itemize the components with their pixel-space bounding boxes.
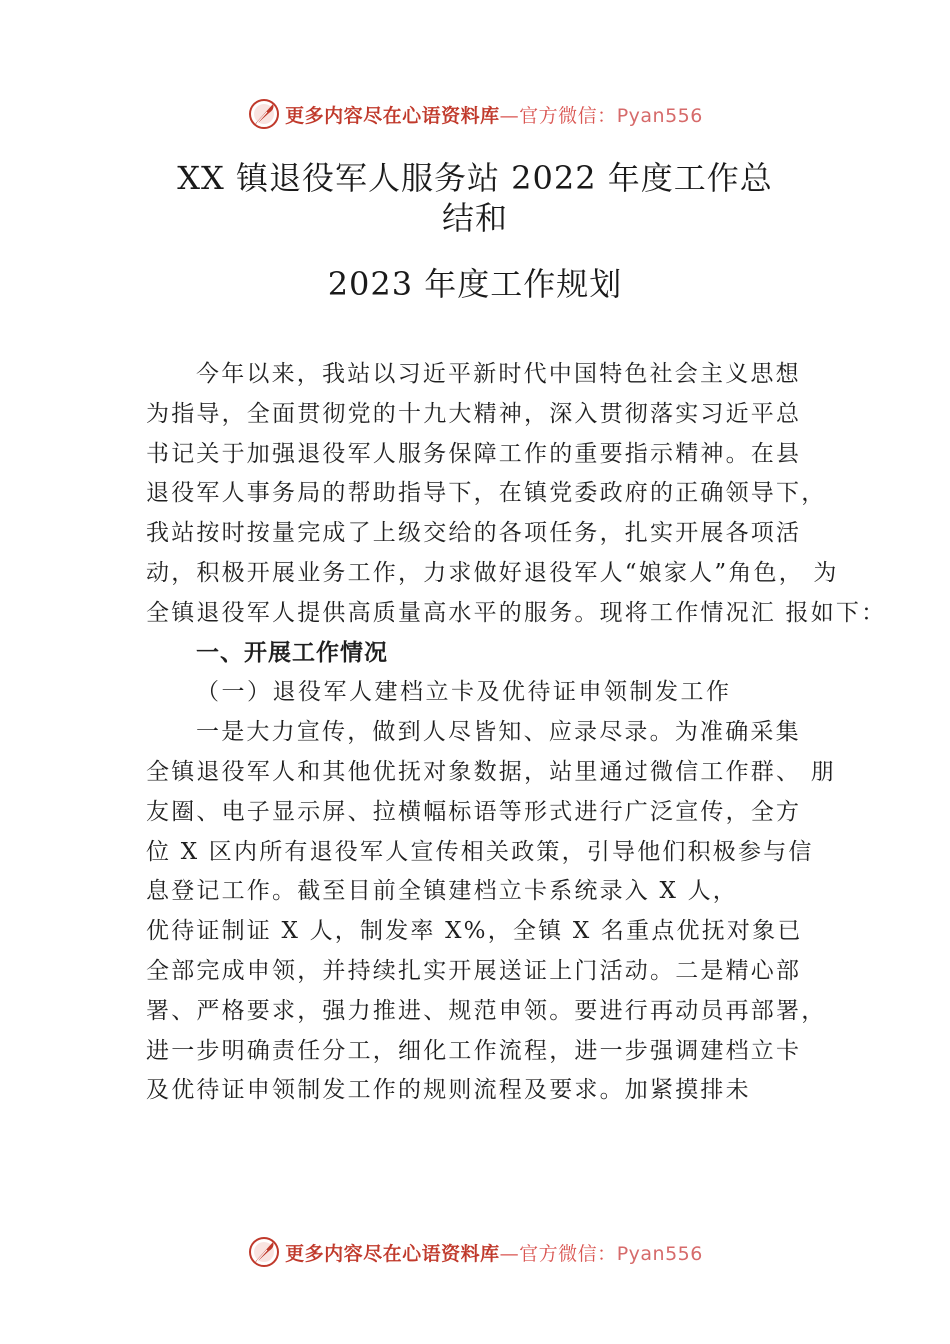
document-title-line-1: XX 镇退役军人服务站 2022 年度工作总 — [177, 159, 773, 197]
body-line: 进一步明确责任分工，细化工作流程，进一步强调建档立卡 — [146, 1037, 802, 1064]
document-body — [146, 355, 887, 1111]
watermark-brand: 更多内容尽在心语资料库 — [285, 1242, 500, 1265]
body-line: 我站按时按量完成了上级交给的各项任务，扎实开展各项活 — [146, 520, 802, 547]
body-line: 优待证制证 X 人，制发率 X%，全镇 X 名重点优抚对象已 — [146, 918, 803, 945]
watermark-text — [285, 1239, 703, 1266]
body-line: 友圈、电子显示屏、拉横幅标语等形式进行广泛宣传，全方 — [146, 798, 802, 825]
body-line: 一是大力宣传，做到人尽皆知、应录尽录。为准确采集 — [196, 719, 801, 746]
body-line: 全部完成申领，并持续扎实开展送证上门活动。二是精心部 — [146, 957, 802, 984]
body-line: 及优待证申领制发工作的规则流程及要求。加紧摸排未 — [146, 1077, 751, 1104]
body-line: 书记关于加强退役军人服务保障工作的重要指示精神。在县 — [146, 440, 802, 467]
body-line: 全镇退役军人和其他优抚对象数据，站里通过微信工作群、 朋 — [146, 758, 836, 785]
watermark-top — [0, 94, 950, 134]
body-line: 为指导，全面贯彻党的十九大精神，深入贯彻落实习近平总 — [146, 400, 802, 427]
watermark-text — [285, 101, 703, 128]
watermark-separator: —官方微信： — [499, 1242, 617, 1265]
watermark-wechat: Pyan556 — [616, 1242, 703, 1265]
watermark-brand: 更多内容尽在心语资料库 — [285, 104, 500, 127]
document-title-line-3: 2023 年度工作规划 — [327, 265, 623, 303]
body-line: 署、严格要求，强力推进、规范申领。要进行再动员再部署， — [146, 997, 827, 1024]
body-line: 位 X 区内所有退役军人宣传相关政策，引导他们积极参与信 — [146, 838, 814, 865]
body-line: 全镇退役军人提供高质量高水平的服务。现将工作情况汇 报如下： — [146, 599, 887, 626]
body-line: 息登记工作。截至目前全镇建档立卡系统录入 X 人， — [146, 878, 738, 905]
body-line: 今年以来，我站以习近平新时代中国特色社会主义思想 — [196, 361, 801, 387]
subsection-heading: （一）退役军人建档立卡及优待证申领制发工作 — [196, 679, 732, 706]
watermark-separator: —官方微信： — [499, 104, 617, 127]
body-line: 动，积极开展业务工作，力求做好退役军人“娘家人”角色， 为 — [146, 559, 839, 586]
watermark-wechat: Pyan556 — [616, 104, 703, 127]
body-line: 退役军人事务局的帮助指导下，在镇党委政府的正确领导下， — [146, 480, 827, 507]
document-title-line-2: 结和 — [441, 199, 508, 237]
quill-logo-icon — [247, 1235, 281, 1269]
section-heading: 一、开展工作情况 — [196, 639, 388, 666]
quill-logo-icon — [247, 97, 281, 131]
watermark-bottom — [0, 1232, 950, 1272]
